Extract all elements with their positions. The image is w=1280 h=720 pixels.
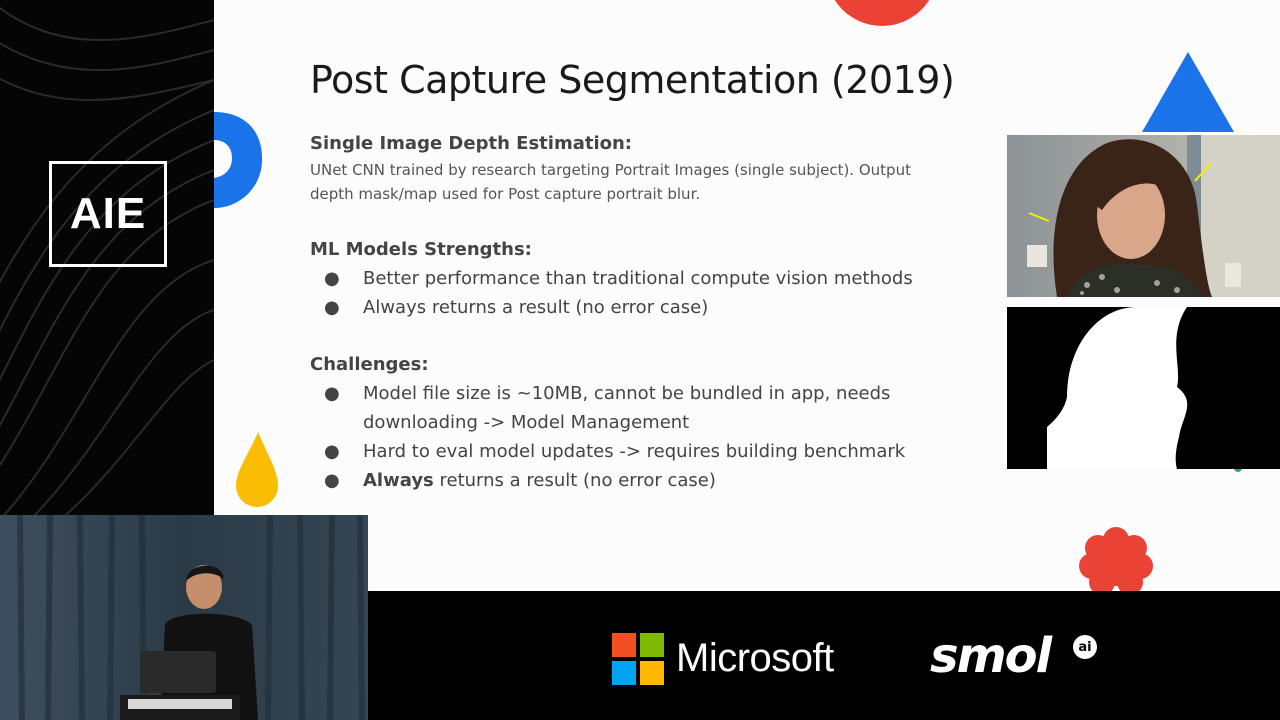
- portrait-photo: [1007, 135, 1280, 297]
- slide-title: Post Capture Segmentation (2019): [310, 58, 955, 102]
- bullet-dot: ●: [324, 268, 340, 289]
- section-heading-challenges: Challenges:: [310, 354, 429, 375]
- smol-ai-badge: ai: [1073, 635, 1097, 659]
- bullet-text: downloading -> Model Management: [363, 412, 690, 433]
- aie-logo: [49, 161, 167, 267]
- aie-logo-text: AIE: [69, 189, 147, 238]
- bullet-text: Always returns a result (no error case): [363, 297, 709, 318]
- bullet-dot: ●: [324, 470, 340, 491]
- bullet-dot: ●: [324, 383, 340, 404]
- bullet-dot: ●: [324, 441, 340, 462]
- blue-triangle-shape: [1142, 52, 1234, 132]
- section-text-line: depth mask/map used for Post capture portrait blur.: [310, 185, 701, 203]
- section-heading-strengths: ML Models Strengths:: [310, 239, 532, 260]
- bullet-text: Better performance than traditional compute vision methods: [363, 268, 913, 289]
- smol-wordmark: smol: [930, 628, 1051, 684]
- depth-mask-image: [1007, 307, 1280, 469]
- presentation-slide: [214, 0, 1280, 591]
- bullet-text: Model file size is ~10MB, cannot be bundled in app, needs: [363, 383, 891, 404]
- section-text-line: UNet CNN trained by research targeting Portrait Images (single subject). Output: [310, 161, 911, 179]
- red-circle-shape: [826, 0, 938, 26]
- bullet-rest-text: returns a result (no error case): [433, 470, 716, 491]
- yellow-drop-shape: [236, 432, 278, 507]
- microsoft-logo-icon: [612, 633, 664, 685]
- bullet-dot: ●: [324, 297, 340, 318]
- bullet-text: Hard to eval model updates -> requires building benchmark: [363, 441, 906, 462]
- microsoft-wordmark: Microsoft: [676, 636, 834, 680]
- bullet-text: [363, 466, 716, 495]
- bullet-bold-word: Always: [363, 470, 434, 491]
- section-heading-depth-estimation: Single Image Depth Estimation:: [310, 133, 632, 154]
- red-flower-shape: [1079, 527, 1153, 591]
- speaker-video: [0, 515, 368, 720]
